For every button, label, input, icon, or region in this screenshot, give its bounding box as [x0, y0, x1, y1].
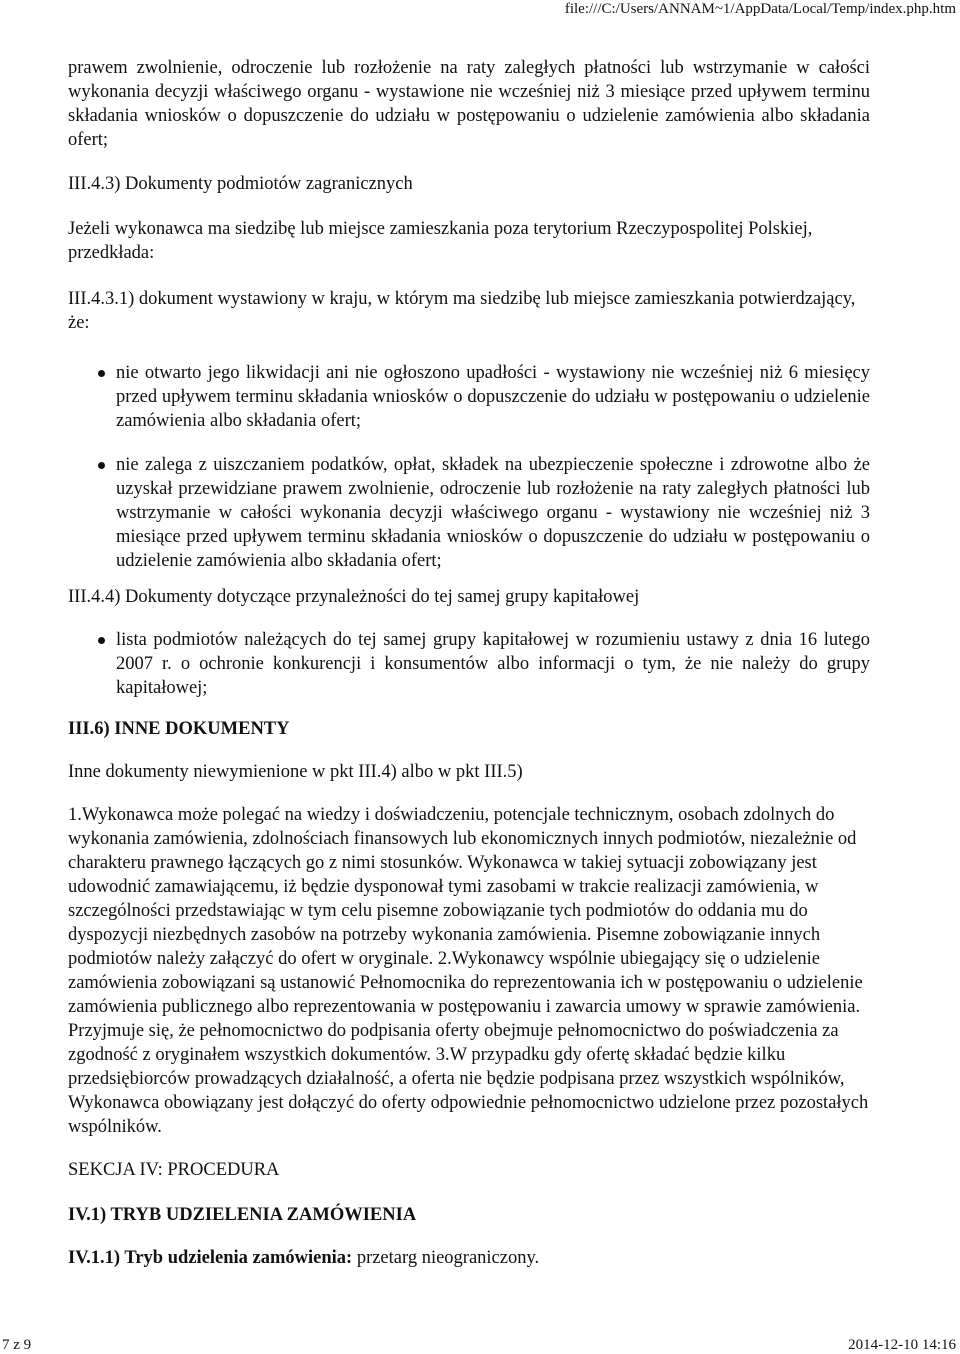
list-item — [68, 628, 870, 700]
section-343-heading: III.4.3) Dokumenty podmiotów zagranicznych — [68, 174, 413, 194]
document-content — [68, 56, 870, 1270]
section-iv11-label: IV.1.1) Tryb udzielenia zamówienia: — [68, 1248, 353, 1268]
section-344-heading: III.4.4) Dokumenty dotyczące przynależności do tej samej grupy kapitałowej — [68, 587, 640, 607]
section-36-text: 1.Wykonawca może polegać na wiedzy i doświadczeniu, potencjale technicznym, osobach zdolnych do wykonania zamówienia, zdolnościach finansowych lub ekonomicznych innych podmiotów, niezależnie od charakteru prawnego łączących go z nimi stosunków. Wykonawca w takiej sytuacji zobowiązany jest udowodnić zamawiającemu, iż będzie dysponował tymi zasobami w trakcie realizacji zamówienia, w szczególności przedstawiając w tym celu pisemne zobowiązanie tych podmiotów do oddania mu do dyspozycji niezbędnych zasobów na potrzeby wykonania zamówienia. Pisemne zobowiązanie innych podmiotów należy załączyć do ofert w oryginale. 2.Wykonawcy wspólnie ubiegający się o udzielenie zamówienia zobowiązani są ustanowić Pełnomocnika do reprezentowania ich w postępowaniu o udzielenie zamówienia publicznego albo reprezentowania w postępowaniu i zawarcia umowy w sprawie zamówienia. Przyjmuje się, że pełnomocnictwo do podpisania oferty obejmuje pełnomocnictwo do poświadczenia za zgodność z oryginałem wszystkich dokumentów. 3.W przypadku gdy ofertę składać będzie kilku przedsiębiorców prowadzących działalność, a oferta nie będzie podpisana przez wszystkich wspólników, Wykonawca obowiązany jest dołączyć do oferty odpowiednie pełnomocnictwo udzielone przez pozostałych wspólników. — [68, 805, 869, 1137]
section-iv1-heading: IV.1) TRYB UDZIELENIA ZAMÓWIENIA — [68, 1205, 417, 1225]
section-3431-heading: III.4.3.1) dokument wystawiony w kraju, w którym ma siedzibę lub miejsce zamieszkania potwierdzający, że: — [68, 289, 856, 333]
list-item — [68, 361, 870, 433]
section-3431-list — [68, 361, 870, 573]
list-item — [68, 453, 870, 573]
datetime-footer: 2014-12-10 14:16 — [848, 1337, 956, 1353]
section-iv11 — [68, 1246, 870, 1270]
list-item-text: lista podmiotów należących do tej samej grupy kapitałowej w rozumieniu ustawy z dnia 16 lutego 2007 r. o ochronie konkurencji i konsumentów albo informacji o tym, że nie należy do grupy kapitałowej; — [116, 630, 870, 698]
list-item-text: nie otwarto jego likwidacji ani nie ogłoszono upadłości - wystawiony nie wcześniej niż 6 miesięcy przed upływem terminu składania wniosków o dopuszczenie do udziału w postępowaniu o udzielenie zamówienia albo składania ofert; — [116, 363, 870, 431]
page-number-footer: 7 z 9 — [2, 1337, 32, 1353]
section-343-text: Jeżeli wykonawca ma siedzibę lub miejsce zamieszkania poza terytorium Rzeczypospolitej Polskiej, przedkłada: — [68, 219, 813, 263]
section-344-list — [68, 628, 870, 700]
section-36-subheading: Inne dokumenty niewymienione w pkt III.4) albo w pkt III.5) — [68, 762, 523, 782]
section-iv-heading: SEKCJA IV: PROCEDURA — [68, 1160, 280, 1180]
bullet-icon — [98, 637, 105, 644]
page-url-header: file:///C:/Users/ANNAM~1/AppData/Local/Temp/index.php.htm — [564, 1, 956, 17]
list-item-text: nie zalega z uiszczaniem podatków, opłat, składek na ubezpieczenie społeczne i zdrowotne albo że uzyskał przewidziane prawem zwolnienie, odroczenie lub rozłożenie na raty zaległych płatności lub wstrzymanie w całości wykonania decyzji właściwego organu - wystawiony nie wcześniej niż 3 miesiące przed upływem terminu składania wniosków o dopuszczenie do udziału w postępowaniu o udzielenie zamówienia albo składania ofert; — [116, 455, 870, 571]
section-36-heading: III.6) INNE DOKUMENTY — [68, 719, 290, 739]
intro-paragraph: prawem zwolnienie, odroczenie lub rozłożenie na raty zaległych płatności lub wstrzymanie w całości wykonania decyzji właściwego organu - wystawione nie wcześniej niż 3 miesiące przed upływem terminu składania wniosków o dopuszczenie do udziału w postępowaniu o udzielenie zamówienia albo składania ofert; — [68, 58, 870, 150]
section-iv11-value: przetarg nieograniczony. — [356, 1248, 540, 1268]
bullet-icon — [98, 370, 105, 377]
bullet-icon — [98, 462, 105, 469]
